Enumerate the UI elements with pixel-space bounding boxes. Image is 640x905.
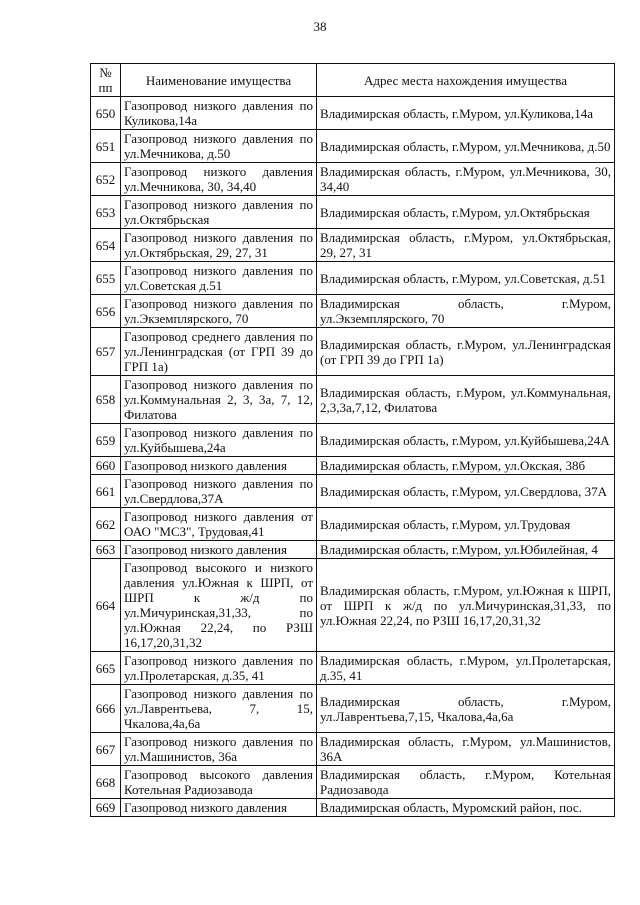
table-row bbox=[91, 295, 615, 328]
property-name: Газопровод низкого давления bbox=[121, 457, 317, 475]
table-row bbox=[91, 559, 615, 652]
property-address: Владимирская область, г.Муром, ул.Мечникова, 30, 34,40 bbox=[317, 163, 615, 196]
row-number: 656 bbox=[91, 295, 121, 328]
table-row bbox=[91, 97, 615, 130]
row-number: 667 bbox=[91, 733, 121, 766]
property-name: Газопровод высокого давления Котельная Радиозавода bbox=[121, 766, 317, 799]
property-name: Газопровод низкого давления по ул.Экземплярского, 70 bbox=[121, 295, 317, 328]
property-name: Газопровод низкого давления bbox=[121, 541, 317, 559]
row-number: 652 bbox=[91, 163, 121, 196]
row-number: 650 bbox=[91, 97, 121, 130]
property-address: Владимирская область, г.Муром, ул.Южная к ШРП, от ШРП к ж/д по ул.Мичуринская,31,33, по ул.Южная 22,24, по РЗШ 16,17,20,31,32 bbox=[317, 559, 615, 652]
row-number: 659 bbox=[91, 424, 121, 457]
property-name: Газопровод низкого давления ул.Мечникова, 30, 34,40 bbox=[121, 163, 317, 196]
property-name: Газопровод среднего давления по ул.Ленинградская (от ГРП 39 до ГРП 1а) bbox=[121, 328, 317, 376]
row-number: 657 bbox=[91, 328, 121, 376]
header-number-symbol: № bbox=[99, 65, 112, 80]
property-name: Газопровод низкого давления по ул.Октябрьская, 29, 27, 31 bbox=[121, 229, 317, 262]
table-row bbox=[91, 262, 615, 295]
property-name: Газопровод низкого давления от ОАО "МСЗ", Трудовая,41 bbox=[121, 508, 317, 541]
table-row bbox=[91, 766, 615, 799]
property-address: Владимирская область, г.Муром, ул.Куликова,14а bbox=[317, 97, 615, 130]
property-name: Газопровод низкого давления по ул.Лаврентьева, 7, 15, Чкалова,4а,6а bbox=[121, 685, 317, 733]
property-name: Газопровод низкого давления по ул.Машинистов, 36а bbox=[121, 733, 317, 766]
row-number: 661 bbox=[91, 475, 121, 508]
property-address: Владимирская область, г.Муром, ул.Куйбышева,24А bbox=[317, 424, 615, 457]
table-row bbox=[91, 196, 615, 229]
property-address: Владимирская область, г.Муром, ул.Лаврентьева,7,15, Чкалова,4а,6а bbox=[317, 685, 615, 733]
row-number: 662 bbox=[91, 508, 121, 541]
table-row bbox=[91, 652, 615, 685]
row-number: 660 bbox=[91, 457, 121, 475]
page-number: 38 bbox=[313, 19, 327, 34]
property-address: Владимирская область, г.Муром, ул.Коммунальная, 2,3,3а,7,12, Филатова bbox=[317, 376, 615, 424]
property-address: Владимирская область, г.Муром, ул.Мечникова, д.50 bbox=[317, 130, 615, 163]
table-row bbox=[91, 130, 615, 163]
property-address: Владимирская область, г.Муром, ул.Окская, 38б bbox=[317, 457, 615, 475]
row-number: 653 bbox=[91, 196, 121, 229]
property-address: Владимирская область, г.Муром, ул.Машинистов, 36А bbox=[317, 733, 615, 766]
property-address: Владимирская область, г.Муром, ул.Пролетарская, д.35, 41 bbox=[317, 652, 615, 685]
property-address: Владимирская область, г.Муром, ул.Октябрьская, 29, 27, 31 bbox=[317, 229, 615, 262]
table-row bbox=[91, 376, 615, 424]
property-address: Владимирская область, г.Муром, ул.Экземплярского, 70 bbox=[317, 295, 615, 328]
table-header-row bbox=[91, 64, 615, 97]
header-number-abbr: пп bbox=[98, 80, 113, 95]
table-row bbox=[91, 508, 615, 541]
table-row bbox=[91, 229, 615, 262]
row-number: 664 bbox=[91, 559, 121, 652]
table-row bbox=[91, 799, 615, 817]
property-address: Владимирская область, г.Муром, Котельная Радиозавода bbox=[317, 766, 615, 799]
row-number: 663 bbox=[91, 541, 121, 559]
row-number: 655 bbox=[91, 262, 121, 295]
property-table bbox=[90, 63, 615, 817]
table-row bbox=[91, 424, 615, 457]
header-property-name: Наименование имущества bbox=[121, 64, 317, 97]
row-number: 665 bbox=[91, 652, 121, 685]
table-row bbox=[91, 475, 615, 508]
property-name: Газопровод низкого давления по ул.Коммунальная 2, 3, 3а, 7, 12, Филатова bbox=[121, 376, 317, 424]
property-address: Владимирская область, г.Муром, ул.Трудовая bbox=[317, 508, 615, 541]
property-address: Владимирская область, г.Муром, ул.Свердлова, 37А bbox=[317, 475, 615, 508]
row-number: 658 bbox=[91, 376, 121, 424]
property-address: Владимирская область, г.Муром, ул.Октябрьская bbox=[317, 196, 615, 229]
row-number: 651 bbox=[91, 130, 121, 163]
property-name: Газопровод низкого давления по ул.Пролетарская, д.35, 41 bbox=[121, 652, 317, 685]
row-number: 669 bbox=[91, 799, 121, 817]
table-row bbox=[91, 163, 615, 196]
row-number: 654 bbox=[91, 229, 121, 262]
property-name: Газопровод низкого давления по ул.Октябрьская bbox=[121, 196, 317, 229]
header-property-address: Адрес места нахождения имущества bbox=[317, 64, 615, 97]
table-row bbox=[91, 733, 615, 766]
property-address: Владимирская область, г.Муром, ул.Ленинградская (от ГРП 39 до ГРП 1а) bbox=[317, 328, 615, 376]
property-address: Владимирская область, г.Муром, ул.Юбилейная, 4 bbox=[317, 541, 615, 559]
row-number: 666 bbox=[91, 685, 121, 733]
property-address: Владимирская область, г.Муром, ул.Советская, д.51 bbox=[317, 262, 615, 295]
property-name: Газопровод высокого и низкого давления ул.Южная к ШРП, от ШРП к ж/д по ул.Мичуринская,31,33, по ул.Южная 22,24, по РЗШ 16,17,20,31,32 bbox=[121, 559, 317, 652]
header-number bbox=[91, 64, 121, 97]
row-number: 668 bbox=[91, 766, 121, 799]
property-name: Газопровод низкого давления bbox=[121, 799, 317, 817]
property-name: Газопровод низкого давления по ул.Свердлова,37А bbox=[121, 475, 317, 508]
table-row bbox=[91, 685, 615, 733]
property-name: Газопровод низкого давления по ул.Куйбышева,24а bbox=[121, 424, 317, 457]
table-row bbox=[91, 328, 615, 376]
property-name: Газопровод низкого давления по ул.Мечникова, д.50 bbox=[121, 130, 317, 163]
table-row bbox=[91, 457, 615, 475]
table-body bbox=[91, 97, 615, 817]
property-name: Газопровод низкого давления по Куликова,14а bbox=[121, 97, 317, 130]
property-name: Газопровод низкого давления по ул.Советская д.51 bbox=[121, 262, 317, 295]
table-row bbox=[91, 541, 615, 559]
property-address: Владимирская область, Муромский район, пос. bbox=[317, 799, 615, 817]
